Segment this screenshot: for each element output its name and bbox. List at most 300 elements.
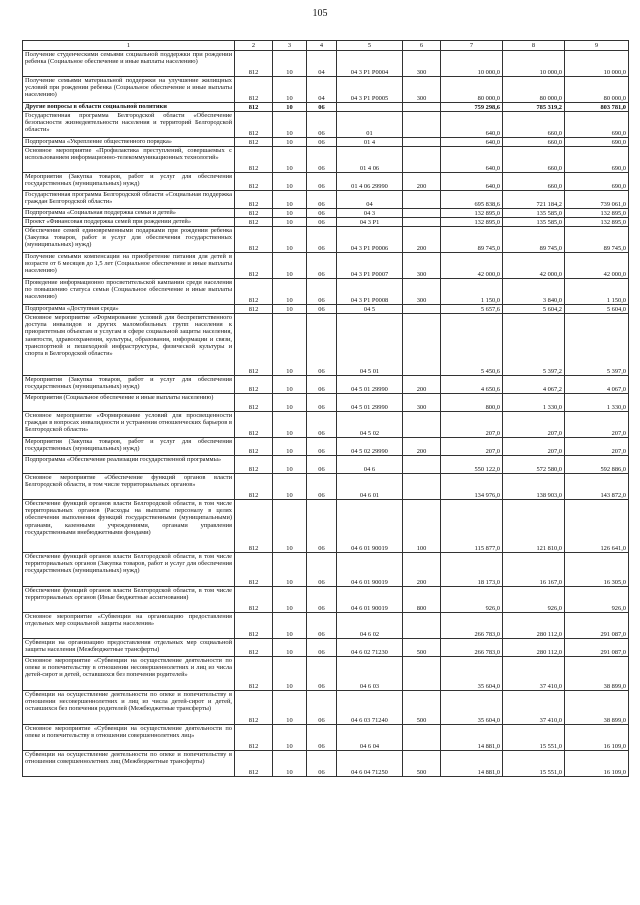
row-ministry-code-cell: 812 [235, 394, 273, 412]
row-subsection-code-cell: 06 [307, 394, 337, 412]
row-amount-year2-cell: 280 112,0 [503, 639, 565, 657]
row-amount-year3-cell: 803 781,0 [565, 103, 629, 112]
row-subsection-code-cell: 06 [307, 147, 337, 173]
row-amount-year3-cell: 592 886,0 [565, 456, 629, 474]
row-subsection-code-cell: 06 [307, 587, 337, 613]
row-amount-year1-cell: 10 000,0 [441, 51, 503, 77]
row-amount-year3-cell: 89 745,0 [565, 227, 629, 253]
row-section-code-cell: 10 [273, 394, 307, 412]
row-expense-type-cell: 300 [403, 51, 441, 77]
table-row [23, 103, 629, 112]
row-expense-type-cell [403, 613, 441, 639]
row-subsection-code-cell: 06 [307, 751, 337, 777]
table-row [23, 147, 629, 173]
row-section-code-cell: 10 [273, 474, 307, 500]
row-target-code-cell: 01 4 06 [337, 147, 403, 173]
row-amount-year2-cell: 5 604,2 [503, 305, 565, 314]
row-ministry-code-cell: 812 [235, 587, 273, 613]
table-row [23, 412, 629, 438]
row-expense-type-cell [403, 191, 441, 209]
row-expense-type-cell: 100 [403, 500, 441, 553]
row-subsection-code-cell: 06 [307, 103, 337, 112]
row-expense-type-cell [403, 474, 441, 500]
row-amount-year2-cell: 721 184,2 [503, 191, 565, 209]
row-section-code-cell: 10 [273, 412, 307, 438]
row-name-cell: Мероприятия (Социальное обеспечение и иные выплаты населению) [23, 394, 235, 412]
row-ministry-code-cell: 812 [235, 500, 273, 553]
table-row [23, 314, 629, 376]
row-name-cell: Обеспечение функций органов власти Белгородской области, в том числе территориальных органов (Иные бюджетные ассигнования) [23, 587, 235, 613]
row-section-code-cell: 10 [273, 227, 307, 253]
row-expense-type-cell [403, 412, 441, 438]
row-name-cell: Подпрограмма «Укрепление общественного порядка» [23, 138, 235, 147]
row-amount-year3-cell: 5 604,0 [565, 305, 629, 314]
table-row [23, 657, 629, 691]
row-name-cell: Основное мероприятие «Формирование условий для просвещенности граждан в вопросах инвалидности и устранения отношенческих барьеров в Белгородской области» [23, 412, 235, 438]
table-row [23, 639, 629, 657]
table-row [23, 279, 629, 305]
row-section-code-cell: 10 [273, 138, 307, 147]
header-cell: 9 [565, 41, 629, 51]
row-expense-type-cell [403, 103, 441, 112]
row-subsection-code-cell: 06 [307, 209, 337, 218]
row-expense-type-cell [403, 456, 441, 474]
row-ministry-code-cell: 812 [235, 456, 273, 474]
row-expense-type-cell: 500 [403, 639, 441, 657]
row-expense-type-cell: 200 [403, 553, 441, 587]
row-target-code-cell: 04 5 [337, 305, 403, 314]
row-subsection-code-cell: 06 [307, 456, 337, 474]
row-section-code-cell: 10 [273, 553, 307, 587]
row-name-cell: Другие вопросы в области социальной политики [23, 103, 235, 112]
row-amount-year2-cell: 660,0 [503, 138, 565, 147]
row-target-code-cell: 04 6 [337, 456, 403, 474]
row-ministry-code-cell: 812 [235, 751, 273, 777]
row-amount-year3-cell: 38 899,0 [565, 657, 629, 691]
table-row [23, 218, 629, 227]
row-name-cell: Субвенции на осуществление деятельности по опеке и попечительству в отношении несовершеннолетних и лиц из числа детей-сирот и детей, оставшихся без попечения родителей (Межбюджетные трансферты) [23, 691, 235, 725]
row-amount-year3-cell: 16 305,0 [565, 553, 629, 587]
row-amount-year3-cell: 690,0 [565, 138, 629, 147]
header-cell: 1 [23, 41, 235, 51]
row-ministry-code-cell: 812 [235, 77, 273, 103]
row-expense-type-cell [403, 147, 441, 173]
row-name-cell: Основное мероприятие «Формирование условий для беспрепятственного доступа инвалидов и других маломобильных групп населения к приоритетным объектам и услугам в сфере социальной защиты населения, занятости, здравоохранения, культуры, образования, информации и связи, транспортной и пешеходной инфраструктуры, физической культуры и спорта в Белгородской области» [23, 314, 235, 376]
row-amount-year1-cell: 14 881,0 [441, 751, 503, 777]
row-name-cell: Обеспечение функций органов власти Белгородской области, в том числе территориальных органов (Расходы на выплаты персоналу в целях обеспечения выполнения функций государственными (муниципальными) органами, казенными учреждениями, органами управления государственными внебюджетными фондами) [23, 500, 235, 553]
row-amount-year2-cell: 660,0 [503, 112, 565, 138]
row-amount-year2-cell: 135 585,0 [503, 209, 565, 218]
row-name-cell: Основное мероприятие «Обеспечение функций органов власти Белгородской области, в том числе территориальных органов» [23, 474, 235, 500]
row-expense-type-cell: 200 [403, 438, 441, 456]
row-amount-year3-cell: 690,0 [565, 112, 629, 138]
row-ministry-code-cell: 812 [235, 474, 273, 500]
row-expense-type-cell: 300 [403, 279, 441, 305]
row-name-cell: Государственная программа Белгородской области «Социальная поддержка граждан Белгородской области» [23, 191, 235, 209]
row-ministry-code-cell: 812 [235, 218, 273, 227]
row-subsection-code-cell: 06 [307, 253, 337, 279]
row-name-cell: Обеспечение семей единовременными подарками при рождении ребенка (Закупка товаров, работ и услуг для обеспечения государственных (муниципальных) нужд) [23, 227, 235, 253]
row-expense-type-cell [403, 725, 441, 751]
row-section-code-cell: 10 [273, 191, 307, 209]
row-expense-type-cell: 300 [403, 394, 441, 412]
row-ministry-code-cell: 812 [235, 253, 273, 279]
row-section-code-cell: 10 [273, 209, 307, 218]
row-name-cell: Государственная программа Белгородской области «Обеспечение безопасности жизнедеятельности населения и территорий Белгородской области» [23, 112, 235, 138]
row-target-code-cell: 04 3 P1 P0006 [337, 227, 403, 253]
table-row [23, 751, 629, 777]
row-section-code-cell: 10 [273, 691, 307, 725]
header-cell: 7 [441, 41, 503, 51]
row-target-code-cell: 04 6 04 [337, 725, 403, 751]
row-amount-year3-cell: 291 087,0 [565, 613, 629, 639]
row-subsection-code-cell: 06 [307, 218, 337, 227]
row-amount-year2-cell: 572 580,0 [503, 456, 565, 474]
row-subsection-code-cell: 06 [307, 112, 337, 138]
row-amount-year3-cell: 926,0 [565, 587, 629, 613]
row-name-cell: Получение студенческими семьями социальной поддержки при рождении ребенка (Социальное обеспечение и иные выплаты населению) [23, 51, 235, 77]
row-amount-year2-cell: 207,0 [503, 412, 565, 438]
row-ministry-code-cell: 812 [235, 725, 273, 751]
row-amount-year3-cell: 132 895,0 [565, 209, 629, 218]
row-section-code-cell: 10 [273, 456, 307, 474]
row-ministry-code-cell: 812 [235, 305, 273, 314]
row-target-code-cell: 04 5 01 29990 [337, 394, 403, 412]
row-amount-year1-cell: 759 298,6 [441, 103, 503, 112]
table-row [23, 691, 629, 725]
row-expense-type-cell [403, 138, 441, 147]
row-amount-year2-cell: 89 745,0 [503, 227, 565, 253]
row-name-cell: Проект «Финансовая поддержка семей при рождении детей» [23, 218, 235, 227]
row-amount-year1-cell: 42 000,0 [441, 253, 503, 279]
row-ministry-code-cell: 812 [235, 412, 273, 438]
row-subsection-code-cell: 06 [307, 639, 337, 657]
row-subsection-code-cell: 06 [307, 138, 337, 147]
row-amount-year1-cell: 5 450,6 [441, 314, 503, 376]
row-target-code-cell: 04 6 03 71240 [337, 691, 403, 725]
row-section-code-cell: 10 [273, 279, 307, 305]
row-ministry-code-cell: 812 [235, 112, 273, 138]
row-subsection-code-cell: 04 [307, 51, 337, 77]
row-amount-year3-cell: 10 000,0 [565, 51, 629, 77]
row-section-code-cell: 10 [273, 173, 307, 191]
row-amount-year1-cell: 35 604,0 [441, 691, 503, 725]
row-amount-year3-cell: 143 872,0 [565, 474, 629, 500]
row-subsection-code-cell: 04 [307, 77, 337, 103]
row-expense-type-cell: 200 [403, 376, 441, 394]
table-row [23, 438, 629, 456]
row-amount-year3-cell: 291 087,0 [565, 639, 629, 657]
row-name-cell: Основное мероприятие «Профилактика преступлений, совершаемых с использованием информационно-телекоммуникационных технологий» [23, 147, 235, 173]
row-section-code-cell: 10 [273, 587, 307, 613]
row-amount-year1-cell: 800,0 [441, 394, 503, 412]
table-row [23, 500, 629, 553]
row-section-code-cell: 10 [273, 218, 307, 227]
table-row [23, 173, 629, 191]
row-subsection-code-cell: 06 [307, 191, 337, 209]
row-name-cell: Получение семьями компенсации на приобретение питания для детей в возрасте от 6 месяцев до 1,5 лет (Социальное обеспечение и иные выплаты населению) [23, 253, 235, 279]
row-section-code-cell: 10 [273, 103, 307, 112]
row-expense-type-cell [403, 657, 441, 691]
row-amount-year2-cell: 1 330,0 [503, 394, 565, 412]
row-amount-year1-cell: 550 122,0 [441, 456, 503, 474]
row-expense-type-cell [403, 305, 441, 314]
row-ministry-code-cell: 812 [235, 103, 273, 112]
row-amount-year1-cell: 4 650,6 [441, 376, 503, 394]
row-expense-type-cell: 200 [403, 227, 441, 253]
row-target-code-cell: 04 3 P1 P0007 [337, 253, 403, 279]
row-name-cell: Получение семьями материальной поддержки на улучшение жилищных условий при рождении ребенка (Социальное обеспечение и иные выплаты населению) [23, 77, 235, 103]
row-name-cell: Проведение информационно просветительской кампании среди населения по повышению статуса семьи (Социальное обеспечение и иные выплаты населению) [23, 279, 235, 305]
row-subsection-code-cell: 06 [307, 474, 337, 500]
row-name-cell: Мероприятия (Закупка товаров, работ и услуг для обеспечения государственных (муниципальных) нужд) [23, 173, 235, 191]
row-target-code-cell: 04 6 04 71250 [337, 751, 403, 777]
row-target-code-cell [337, 103, 403, 112]
row-target-code-cell: 04 3 P1 P0008 [337, 279, 403, 305]
row-amount-year3-cell: 690,0 [565, 173, 629, 191]
row-target-code-cell: 04 6 01 90019 [337, 553, 403, 587]
table-row [23, 112, 629, 138]
row-amount-year2-cell: 660,0 [503, 147, 565, 173]
row-ministry-code-cell: 812 [235, 279, 273, 305]
row-name-cell: Подпрограмма «Доступная среда» [23, 305, 235, 314]
row-amount-year3-cell: 5 397,0 [565, 314, 629, 376]
row-amount-year2-cell: 37 410,0 [503, 691, 565, 725]
row-target-code-cell: 04 3 P1 [337, 218, 403, 227]
row-amount-year1-cell: 207,0 [441, 438, 503, 456]
table-row [23, 305, 629, 314]
row-subsection-code-cell: 06 [307, 438, 337, 456]
row-name-cell: Подпрограмма «Социальная поддержка семьи и детей» [23, 209, 235, 218]
row-section-code-cell: 10 [273, 51, 307, 77]
row-amount-year3-cell: 42 000,0 [565, 253, 629, 279]
row-expense-type-cell: 300 [403, 77, 441, 103]
row-amount-year1-cell: 926,0 [441, 587, 503, 613]
row-amount-year2-cell: 280 112,0 [503, 613, 565, 639]
row-subsection-code-cell: 06 [307, 227, 337, 253]
row-subsection-code-cell: 06 [307, 305, 337, 314]
table-row [23, 725, 629, 751]
row-expense-type-cell [403, 209, 441, 218]
table-row [23, 209, 629, 218]
table-row [23, 553, 629, 587]
row-target-code-cell: 04 6 01 90019 [337, 587, 403, 613]
row-section-code-cell: 10 [273, 305, 307, 314]
row-ministry-code-cell: 812 [235, 691, 273, 725]
row-amount-year2-cell: 926,0 [503, 587, 565, 613]
row-name-cell: Мероприятия (Закупка товаров, работ и услуг для обеспечения государственных (муниципальных) нужд) [23, 376, 235, 394]
row-target-code-cell: 04 6 02 71230 [337, 639, 403, 657]
row-ministry-code-cell: 812 [235, 657, 273, 691]
row-amount-year2-cell: 15 551,0 [503, 751, 565, 777]
table-row [23, 394, 629, 412]
row-amount-year1-cell: 14 881,0 [441, 725, 503, 751]
row-section-code-cell: 10 [273, 500, 307, 553]
budget-table [22, 40, 629, 777]
row-name-cell: Мероприятия (Закупка товаров, работ и услуг для обеспечения государственных (муниципальных) нужд) [23, 438, 235, 456]
row-ministry-code-cell: 812 [235, 376, 273, 394]
row-target-code-cell: 04 3 P1 P0004 [337, 51, 403, 77]
row-amount-year3-cell: 690,0 [565, 147, 629, 173]
row-expense-type-cell: 300 [403, 253, 441, 279]
row-section-code-cell: 10 [273, 314, 307, 376]
row-amount-year2-cell: 16 167,0 [503, 553, 565, 587]
table-row [23, 77, 629, 103]
row-subsection-code-cell: 06 [307, 314, 337, 376]
row-ministry-code-cell: 812 [235, 51, 273, 77]
row-subsection-code-cell: 06 [307, 412, 337, 438]
table-header-row [23, 41, 629, 51]
row-ministry-code-cell: 812 [235, 553, 273, 587]
row-ministry-code-cell: 812 [235, 314, 273, 376]
row-amount-year1-cell: 266 783,0 [441, 639, 503, 657]
row-subsection-code-cell: 06 [307, 613, 337, 639]
row-expense-type-cell [403, 112, 441, 138]
row-subsection-code-cell: 06 [307, 553, 337, 587]
row-amount-year3-cell: 207,0 [565, 438, 629, 456]
row-amount-year3-cell: 126 641,0 [565, 500, 629, 553]
table-row [23, 191, 629, 209]
row-section-code-cell: 10 [273, 751, 307, 777]
row-amount-year2-cell: 10 000,0 [503, 51, 565, 77]
header-cell: 8 [503, 41, 565, 51]
row-target-code-cell: 04 5 02 [337, 412, 403, 438]
row-ministry-code-cell: 812 [235, 613, 273, 639]
row-name-cell: Подпрограмма «Обеспечение реализации государственной программы» [23, 456, 235, 474]
row-amount-year1-cell: 266 783,0 [441, 613, 503, 639]
row-name-cell: Обеспечение функций органов власти Белгородской области, в том числе территориальных органов (Закупка товаров, работ и услуг для обеспечения государственных (муниципальных) нужд) [23, 553, 235, 587]
row-target-code-cell: 04 6 01 90019 [337, 500, 403, 553]
row-section-code-cell: 10 [273, 147, 307, 173]
row-amount-year2-cell: 785 319,2 [503, 103, 565, 112]
row-section-code-cell: 10 [273, 376, 307, 394]
table-row [23, 474, 629, 500]
row-ministry-code-cell: 812 [235, 191, 273, 209]
table-row [23, 376, 629, 394]
row-amount-year1-cell: 134 976,0 [441, 474, 503, 500]
row-amount-year3-cell: 1 150,0 [565, 279, 629, 305]
row-amount-year3-cell: 38 899,0 [565, 691, 629, 725]
row-section-code-cell: 10 [273, 77, 307, 103]
row-expense-type-cell: 200 [403, 173, 441, 191]
row-amount-year2-cell: 121 810,0 [503, 500, 565, 553]
row-section-code-cell: 10 [273, 657, 307, 691]
row-target-code-cell: 01 4 [337, 138, 403, 147]
row-amount-year1-cell: 1 150,0 [441, 279, 503, 305]
row-target-code-cell: 04 6 02 [337, 613, 403, 639]
row-amount-year1-cell: 132 895,0 [441, 218, 503, 227]
row-amount-year1-cell: 115 877,0 [441, 500, 503, 553]
row-amount-year1-cell: 207,0 [441, 412, 503, 438]
row-amount-year2-cell: 37 410,0 [503, 657, 565, 691]
row-section-code-cell: 10 [273, 438, 307, 456]
row-amount-year2-cell: 3 840,0 [503, 279, 565, 305]
row-section-code-cell: 10 [273, 725, 307, 751]
row-target-code-cell: 04 5 01 29990 [337, 376, 403, 394]
header-cell: 6 [403, 41, 441, 51]
row-ministry-code-cell: 812 [235, 227, 273, 253]
row-expense-type-cell: 500 [403, 691, 441, 725]
row-name-cell: Основное мероприятие «Субвенции на осуществление деятельности по опеке и попечительству в отношении несовершеннолетних и лиц из числа детей-сирот и детей, оставшихся без попечения родителей» [23, 657, 235, 691]
row-expense-type-cell: 800 [403, 587, 441, 613]
row-amount-year1-cell: 5 657,6 [441, 305, 503, 314]
row-section-code-cell: 10 [273, 613, 307, 639]
table-row [23, 253, 629, 279]
row-amount-year1-cell: 89 745,0 [441, 227, 503, 253]
row-amount-year1-cell: 35 604,0 [441, 657, 503, 691]
table-row [23, 227, 629, 253]
table-row [23, 138, 629, 147]
row-name-cell: Основное мероприятие «Субвенции на осуществление деятельности по опеке и попечительству в отношении совершеннолетних лиц» [23, 725, 235, 751]
row-amount-year2-cell: 207,0 [503, 438, 565, 456]
row-subsection-code-cell: 06 [307, 279, 337, 305]
header-cell: 5 [337, 41, 403, 51]
row-name-cell: Субвенции на осуществление деятельности по опеке и попечительству в отношении совершеннолетних лиц (Межбюджетные трансферты) [23, 751, 235, 777]
table-row [23, 587, 629, 613]
row-amount-year3-cell: 4 067,0 [565, 376, 629, 394]
row-ministry-code-cell: 812 [235, 209, 273, 218]
row-target-code-cell: 04 6 03 [337, 657, 403, 691]
row-amount-year3-cell: 80 000,0 [565, 77, 629, 103]
table-body [23, 51, 629, 777]
row-expense-type-cell [403, 218, 441, 227]
row-amount-year2-cell: 135 585,0 [503, 218, 565, 227]
row-amount-year3-cell: 1 330,0 [565, 394, 629, 412]
row-amount-year3-cell: 739 061,0 [565, 191, 629, 209]
row-target-code-cell: 04 [337, 191, 403, 209]
row-amount-year2-cell: 4 067,2 [503, 376, 565, 394]
page-number: 105 [312, 8, 328, 19]
row-name-cell: Субвенции на организацию предоставления отдельных мер социальной защиты населения (Межбюджетные трансферты) [23, 639, 235, 657]
row-amount-year2-cell: 138 903,0 [503, 474, 565, 500]
row-expense-type-cell [403, 314, 441, 376]
row-ministry-code-cell: 812 [235, 138, 273, 147]
row-amount-year2-cell: 80 000,0 [503, 77, 565, 103]
row-target-code-cell: 04 5 01 [337, 314, 403, 376]
row-target-code-cell: 01 4 06 29990 [337, 173, 403, 191]
row-section-code-cell: 10 [273, 253, 307, 279]
row-amount-year2-cell: 42 000,0 [503, 253, 565, 279]
row-subsection-code-cell: 06 [307, 376, 337, 394]
row-amount-year1-cell: 640,0 [441, 138, 503, 147]
row-amount-year2-cell: 5 397,2 [503, 314, 565, 376]
row-subsection-code-cell: 06 [307, 657, 337, 691]
row-name-cell: Основное мероприятие «Субвенции на организацию предоставления отдельных мер социальной защиты населения» [23, 613, 235, 639]
row-target-code-cell: 04 3 [337, 209, 403, 218]
row-amount-year1-cell: 18 173,0 [441, 553, 503, 587]
row-amount-year1-cell: 132 895,0 [441, 209, 503, 218]
row-amount-year2-cell: 660,0 [503, 173, 565, 191]
row-ministry-code-cell: 812 [235, 438, 273, 456]
row-target-code-cell: 01 [337, 112, 403, 138]
table-row [23, 456, 629, 474]
row-section-code-cell: 10 [273, 639, 307, 657]
header-cell: 2 [235, 41, 273, 51]
row-target-code-cell: 04 5 02 29990 [337, 438, 403, 456]
row-ministry-code-cell: 812 [235, 173, 273, 191]
row-amount-year1-cell: 640,0 [441, 173, 503, 191]
row-target-code-cell: 04 3 P1 P0005 [337, 77, 403, 103]
header-cell: 3 [273, 41, 307, 51]
row-subsection-code-cell: 06 [307, 173, 337, 191]
row-section-code-cell: 10 [273, 112, 307, 138]
row-amount-year1-cell: 80 000,0 [441, 77, 503, 103]
row-subsection-code-cell: 06 [307, 691, 337, 725]
row-amount-year1-cell: 640,0 [441, 112, 503, 138]
row-ministry-code-cell: 812 [235, 639, 273, 657]
header-cell: 4 [307, 41, 337, 51]
row-ministry-code-cell: 812 [235, 147, 273, 173]
